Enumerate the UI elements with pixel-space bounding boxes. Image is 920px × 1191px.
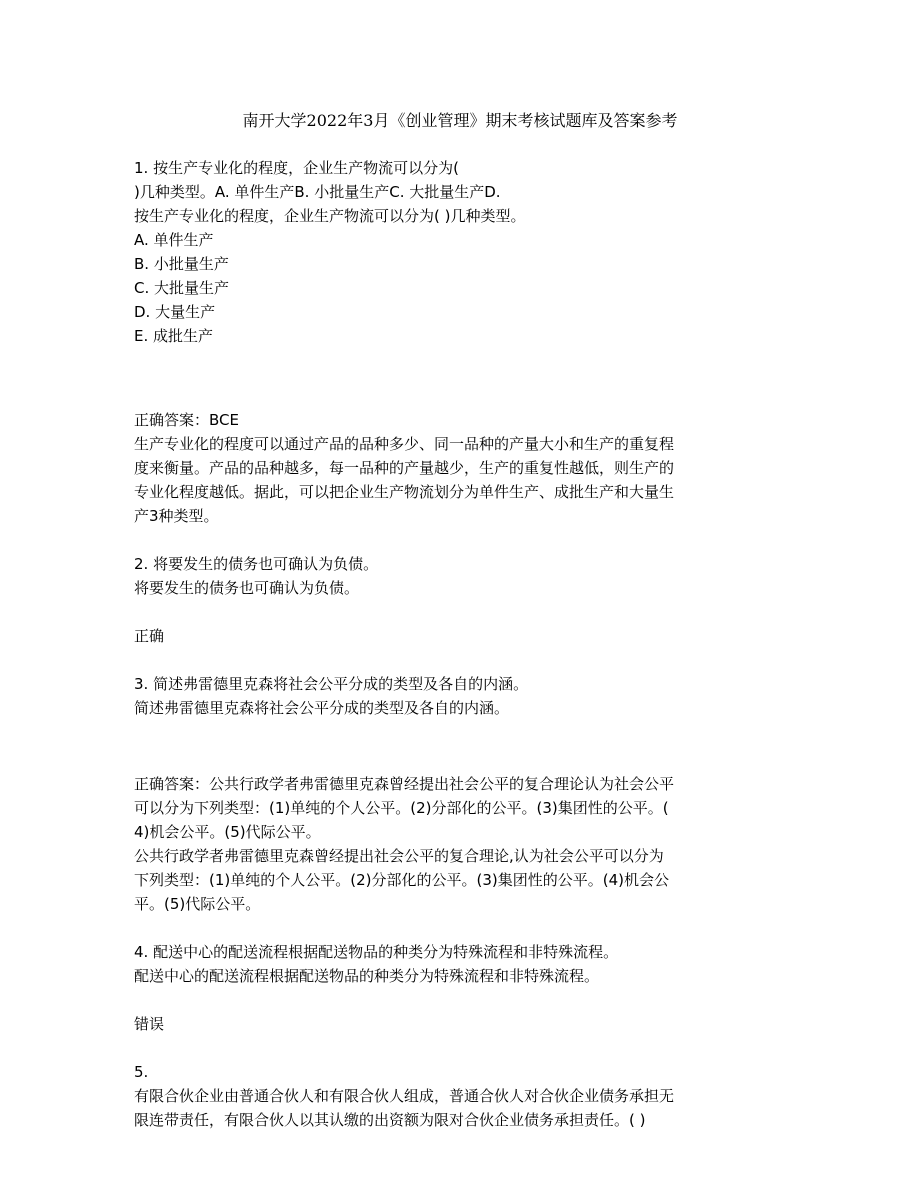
question-1-option-d: D. 大量生产 bbox=[134, 303, 216, 321]
question-1-explanation-line-4: 产3种类型。 bbox=[134, 507, 219, 525]
question-4-stem-line-1: 4. 配送中心的配送流程根据配送物品的种类分为特殊流程和非特殊流程。 bbox=[134, 943, 619, 961]
question-3-answer-line-5: 下列类型：(1)单纯的个人公平。(2)分部化的公平。(3)集团性的公平。(4)机会公 bbox=[134, 871, 669, 889]
question-1-option-c: C. 大批量生产 bbox=[134, 279, 230, 297]
question-1-stem-line-1: 1. 按生产专业化的程度，企业生产物流可以分为( bbox=[134, 159, 459, 177]
question-2 bbox=[134, 552, 794, 648]
question-3 bbox=[134, 672, 794, 916]
question-3-answer-line-6: 平。(5)代际公平。 bbox=[134, 895, 261, 913]
question-4-answer: 错误 bbox=[134, 1015, 165, 1033]
question-5-stem-line-2: 限连带责任，有限合伙人以其认缴的出资额为限对合伙企业债务承担责任。( ) bbox=[134, 1111, 646, 1129]
question-1-option-b: B. 小批量生产 bbox=[134, 255, 229, 273]
question-1-explanation-line-1: 生产专业化的程度可以通过产品的品种多少、同一品种的产量大小和生产的重复程 bbox=[134, 435, 675, 453]
question-3-answer-line-4: 公共行政学者弗雷德里克森曾经提出社会公平的复合理论,认为社会公平可以分为 bbox=[134, 847, 664, 865]
question-2-answer: 正确 bbox=[134, 627, 165, 645]
document-body bbox=[134, 156, 794, 1132]
question-5 bbox=[134, 1060, 794, 1132]
question-1-answer: 正确答案：BCE bbox=[134, 411, 239, 429]
question-1-option-e: E. 成批生产 bbox=[134, 327, 214, 345]
question-2-stem-line-2: 将要发生的债务也可确认为负债。 bbox=[134, 579, 360, 597]
question-2-stem-line-1: 2. 将要发生的债务也可确认为负债。 bbox=[134, 555, 379, 573]
question-4 bbox=[134, 940, 794, 1036]
question-4-stem-line-2: 配送中心的配送流程根据配送物品的种类分为特殊流程和非特殊流程。 bbox=[134, 967, 600, 985]
question-3-answer-line-1: 正确答案：公共行政学者弗雷德里克森曾经提出社会公平的复合理论认为社会公平 bbox=[134, 775, 675, 793]
question-3-stem-line-1: 3. 简述弗雷德里克森将社会公平分成的类型及各自的内涵。 bbox=[134, 675, 529, 693]
question-1-stem-line-3: 按生产专业化的程度，企业生产物流可以分为( )几种类型。 bbox=[134, 207, 526, 225]
question-3-stem-line-2: 简述弗雷德里克森将社会公平分成的类型及各自的内涵。 bbox=[134, 699, 510, 717]
question-3-answer-line-2: 可以分为下列类型：(1)单纯的个人公平。(2)分部化的公平。(3)集团性的公平。( bbox=[134, 799, 669, 817]
question-1-stem-line-2: )几种类型。A. 单件生产B. 小批量生产C. 大批量生产D. bbox=[134, 183, 501, 201]
document-title: 南开大学2022年3月《创业管理》期末考核试题库及答案参考 bbox=[242, 111, 678, 130]
question-1-explanation-line-2: 度来衡量。产品的品种越多，每一品种的产量越少，生产的重复性越低，则生产的 bbox=[134, 459, 675, 477]
question-5-number: 5. bbox=[134, 1063, 149, 1081]
question-5-stem-line-1: 有限合伙企业由普通合伙人和有限合伙人组成，普通合伙人对合伙企业债务承担无 bbox=[134, 1087, 675, 1105]
question-3-answer-line-3: 4)机会公平。(5)代际公平。 bbox=[134, 823, 321, 841]
question-1-option-a: A. 单件生产 bbox=[134, 231, 214, 249]
question-1 bbox=[134, 156, 794, 528]
question-1-explanation-line-3: 专业化程度越低。据此，可以把企业生产物流划分为单件生产、成批生产和大量生 bbox=[134, 483, 675, 501]
